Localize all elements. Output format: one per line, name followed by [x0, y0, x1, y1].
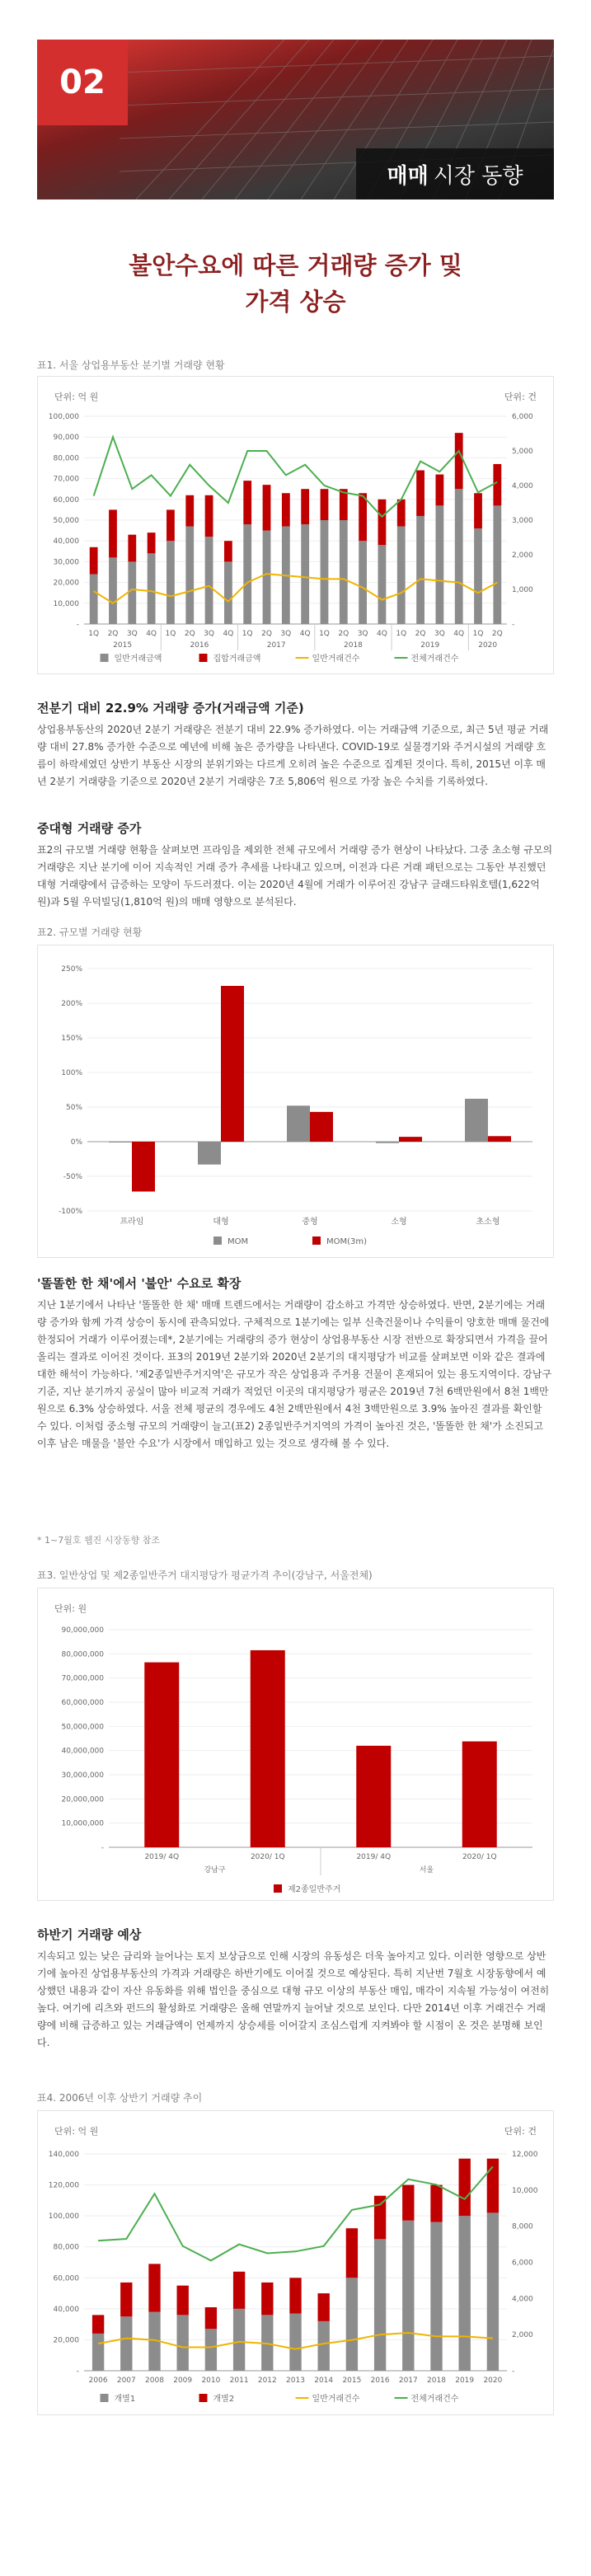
y-tick-label: 10,000,000: [61, 1819, 104, 1828]
x-tick-label: 중형: [302, 1218, 318, 1227]
x-tick-label: 2Q: [184, 630, 195, 638]
bar-segment-primary: [374, 2239, 386, 2371]
left-tick-label: 80,000: [53, 2243, 79, 2252]
section2: [37, 819, 554, 911]
x-tick-label: 2Q: [107, 630, 119, 638]
bar: [144, 1663, 179, 1847]
x-tick-label: 4Q: [299, 630, 311, 638]
left-tick-label: 40,000: [53, 537, 79, 547]
year-label: 2018: [344, 641, 363, 650]
legend-swatch: [199, 654, 208, 662]
year-label: 2016: [190, 641, 209, 650]
x-tick-label: 2019: [455, 2377, 475, 2385]
bar-segment-primary: [435, 505, 443, 624]
bar-segment-primary: [318, 2321, 330, 2371]
left-tick-label: -: [76, 621, 79, 629]
left-tick-label: 120,000: [48, 2181, 79, 2190]
x-tick-label: 프라임: [120, 1218, 144, 1227]
left-tick-label: 80,000: [53, 454, 79, 463]
bar-segment-secondary: [459, 2159, 471, 2217]
bar-segment-primary: [397, 527, 406, 624]
right-tick-label: 2,000: [512, 551, 533, 560]
y-tick-label: -50%: [63, 1173, 82, 1181]
right-tick-label: 10,000: [512, 2186, 538, 2195]
right-tick-label: 4,000: [512, 2295, 533, 2304]
fig1-svg: [38, 377, 553, 673]
legend-swatch: [101, 654, 109, 662]
left-axis-unit: 단위: 억 원: [54, 392, 99, 402]
bar-segment-secondary: [128, 535, 136, 562]
bar-segment-secondary: [120, 2283, 132, 2316]
legend-swatch: [274, 1884, 282, 1893]
left-tick-label: 60,000: [53, 2274, 79, 2283]
bar-segment-secondary: [233, 2272, 245, 2309]
bar: [462, 1742, 497, 1847]
bar-segment-secondary: [224, 541, 232, 561]
section-title: [356, 148, 554, 199]
bar-segment-secondary: [90, 547, 98, 575]
legend-swatch: [213, 1236, 222, 1245]
right-tick-label: -: [512, 621, 515, 629]
bar-segment-secondary: [416, 471, 424, 516]
x-tick-label: 1Q: [242, 630, 253, 638]
fig1-label: 표1. 서울 상업용부동산 분기별 거래량 현황: [37, 359, 225, 371]
y-tick-label: 50%: [65, 1104, 82, 1112]
section4-body: 지속되고 있는 낮은 금리와 늘어나는 토지 보상금으로 인해 시장의 유동성은 더욱 높아지고 있다. 이러한 영향으로 상반기에 높아진 상업용부동산의 가격과 거래량은 하반기에도 이어질 것으로 예상된다. 특히 지난번 7월호 시장동향에서 예상했던 내용과 같이 자산 유동화를 위해 법인을 중심으로 대형 규모 이상의 부동산 매입, 매각이 지속될 가능성이 여전히 높다. 여기에 리츠와 펀드의 활성화로 거래량은 올해 연말까지 늘어날 것으로 보인다. 다만 2014년 이후 거래건수 거래량에 비해 급증하고 있는 거래금액이 언제까지 상승세를 이어갈지 조심스럽게 지켜봐야 할 시점이 온 것은 분명해 보인다.: [37, 1950, 550, 2048]
x-tick-label: 4Q: [377, 630, 387, 638]
legend-entry: 제2종일반주거: [288, 1885, 341, 1894]
legend-entry: 일반거래건수: [312, 655, 360, 664]
x-tick-label: 1Q: [396, 630, 407, 638]
x-tick-label: 2008: [145, 2377, 164, 2385]
year-label: 2015: [113, 641, 133, 650]
legend-entry: 일반거래건수: [312, 2395, 360, 2404]
x-tick-label: 3Q: [204, 630, 214, 638]
page-title: [0, 247, 591, 320]
legend-entry: 집합거래금액: [213, 655, 261, 664]
right-tick-label: 6,000: [512, 2259, 533, 2268]
left-tick-label: 70,000: [53, 475, 79, 484]
bar-segment-secondary: [205, 2307, 217, 2329]
bar: [251, 1650, 285, 1847]
y-tick-label: -: [101, 1844, 104, 1852]
bar-segment-primary: [321, 520, 329, 624]
bar-segment-primary: [177, 2315, 189, 2371]
bar-segment-primary: [359, 541, 367, 624]
bar-segment-primary: [233, 2309, 245, 2371]
x-tick-label: 4Q: [223, 630, 234, 638]
x-tick-label: 3Q: [357, 630, 368, 638]
fig4-label: 표4. 2006년 이후 상반기 거래량 추이: [37, 2092, 203, 2104]
legend-entry: 개별1: [114, 2395, 136, 2404]
bar-mom: [465, 1099, 488, 1142]
page-title-line2: 가격 상승: [245, 288, 346, 316]
bar-segment-secondary: [92, 2315, 104, 2334]
left-tick-label: 20,000: [53, 2336, 79, 2345]
x-tick-label: 소형: [391, 1218, 407, 1227]
x-tick-label: 4Q: [146, 630, 157, 638]
bar-segment-secondary: [167, 509, 175, 541]
section4-heading: 하반기 거래량 예상: [37, 1927, 142, 1942]
x-tick-label: 2019/ 4Q: [356, 1853, 392, 1861]
bar-segment-secondary: [261, 2283, 273, 2315]
right-axis-unit: 단위: 건: [504, 2126, 537, 2137]
y-tick-label: 200%: [61, 1000, 82, 1008]
x-tick-label: 2Q: [338, 630, 349, 638]
right-tick-label: 6,000: [512, 413, 533, 421]
bar-segment-secondary: [148, 2264, 160, 2311]
bar-mom: [287, 1105, 310, 1142]
year-label: 2017: [266, 641, 286, 650]
y-tick-label: 50,000,000: [61, 1723, 104, 1732]
bar-segment-primary: [430, 2222, 442, 2371]
fig4-chart: [37, 2110, 554, 2415]
x-tick-label: 2020/ 1Q: [250, 1853, 285, 1861]
bar-segment-primary: [90, 575, 98, 624]
section3-body: 지난 1분기에서 나타난 '똘똘한 한 채' 매매 트렌드에서는 거래량이 감소하고 가격만 상승하였다. 반면, 2분기에는 거래량 증가와 함께 가격 상승이 동시에 관측되었다. 구체적으로 1분기에는 일부 신축건물이나 수익률이 양호한 매매 물건에 한정되어 거래가 이루어졌는데*, 2분기에는 거래량의 증가 현상이 상업용부동산 시장 전반으로 확장되면서 가격을 끌어올리는 결과로 이어진 것이다. 표3의 2019년 2분기와 2020년 2분기의 대지평당가 비교를 살펴보면 이와 같은 결과에 대한 해석이 가능하다. '제2종일반주거지역'은 규모가 작은 상업용과 주거용 건물이 혼재되어 있는 용도지역이다. 강남구 기준, 지난 분기까지 공실이 많아 비교적 거래가 적었던 이곳의 대지평당가 평균은 2019년 7천 6백만원에서 8천 1백만원으로 6.3% 상승하였다. 서울 전체 평균의 경우에도 4천 2백만원에서 4천 3백만원으로 3.9% 높아진 결과를 확인할 수 있다. 이처럼 중소형 규모의 거래량이 늘고(표2) 2종일반주거지역의 가격이 높아진 것은, '똘똘한 한 채'가 소진되고 이후 남은 매물을 '불안 수요'가 시장에서 매입하고 있는 것으로 생각해 볼 수 있다.: [37, 1299, 552, 1449]
section2-heading: 중대형 거래량 증가: [37, 821, 142, 836]
legend-entry: 전체거래건수: [410, 2395, 459, 2404]
y-tick-label: 30,000,000: [61, 1771, 104, 1780]
bar-mom: [198, 1142, 221, 1165]
bar-segment-secondary: [185, 495, 194, 527]
fig2-chart: [37, 945, 554, 1258]
y-tick-label: 40,000,000: [61, 1747, 104, 1756]
y-axis-unit: 단위: 원: [54, 1603, 87, 1614]
right-tick-label: 8,000: [512, 2222, 533, 2231]
x-tick-label: 3Q: [280, 630, 292, 638]
x-tick-label: 3Q: [434, 630, 445, 638]
legend-entry: 일반거래금액: [114, 655, 162, 664]
legend-entry: MOM: [227, 1237, 249, 1246]
bar-segment-primary: [120, 2316, 132, 2371]
bar-mom-3m: [399, 1137, 422, 1142]
bar-segment-primary: [416, 516, 424, 624]
section2-body: 표2의 규모별 거래량 현황을 살펴보면 프라임을 제외한 전체 규모에서 거래량 증가 현상이 나타났다. 그중 초소형 규모의 거래량은 지난 분기에 이어 지속적인 거래 증가 추세를 나타내고 있으며, 이전과 다른 거래 패턴으로는 그동안 부진했던 대형 거래량에서 급증하는 모양이 두드러졌다. 이는 2020년 4월에 거래가 이루어진 강남구 글래드타워호텔(1,622억 원)과 5월 우덕빌딩(1,810억 원)의 매매 영향으로 분석된다.: [37, 844, 553, 908]
left-tick-label: 10,000: [53, 599, 79, 608]
bar-segment-primary: [109, 557, 117, 624]
bar-segment-secondary: [318, 2293, 330, 2321]
bar-segment-primary: [455, 489, 463, 624]
x-tick-label: 2006: [88, 2377, 108, 2385]
section-title-bold: 매매: [387, 163, 429, 189]
section1: [37, 699, 554, 791]
bar-segment-secondary: [243, 481, 251, 524]
year-label: 2020: [478, 641, 498, 650]
fig3-label: 표3. 일반상업 및 제2종일반주거 대지평당가 평균가격 추이(강남구, 서울전체): [37, 1570, 373, 1581]
y-tick-label: 150%: [61, 1035, 82, 1043]
bar-mom-3m: [132, 1142, 155, 1191]
left-tick-label: 40,000: [53, 2305, 79, 2314]
x-tick-label: 2011: [229, 2377, 249, 2385]
x-tick-label: 1Q: [88, 630, 100, 638]
left-tick-label: 100,000: [48, 2212, 79, 2222]
bar-mom: [376, 1142, 399, 1143]
bar-segment-primary: [263, 531, 271, 624]
x-tick-label: 2020/ 1Q: [462, 1853, 497, 1861]
x-tick-label: 초소형: [476, 1218, 500, 1227]
bar-segment-primary: [185, 527, 194, 624]
bar-segment-secondary: [205, 495, 213, 537]
y-tick-label: 60,000,000: [61, 1699, 104, 1707]
right-axis-unit: 단위: 건: [504, 392, 537, 402]
bar-mom-3m: [488, 1136, 511, 1142]
right-tick-label: 12,000: [512, 2151, 538, 2159]
left-tick-label: -: [76, 2367, 79, 2376]
bar-segment-secondary: [301, 489, 309, 524]
right-tick-label: -: [512, 2367, 515, 2376]
x-tick-label: 2007: [116, 2377, 136, 2385]
bar-segment-primary: [487, 2212, 499, 2371]
x-tick-label: 2015: [342, 2377, 362, 2385]
page-title-line1: 불안수요에 따른 거래량 증가 및: [129, 251, 462, 279]
bar-segment-secondary: [359, 493, 367, 541]
legend-swatch: [101, 2394, 109, 2402]
bar-segment-secondary: [435, 475, 443, 506]
bar-segment-secondary: [474, 493, 482, 528]
legend-entry: 전체거래건수: [410, 655, 459, 664]
x-tick-label: 2009: [173, 2377, 193, 2385]
bar-segment-primary: [459, 2216, 471, 2371]
hero-banner: [37, 40, 554, 199]
bar-segment-secondary: [455, 433, 463, 489]
left-tick-label: 30,000: [53, 558, 79, 567]
fig4-svg: [38, 2111, 553, 2414]
x-tick-label: 2Q: [415, 630, 426, 638]
bar-segment-secondary: [109, 509, 117, 557]
x-tick-label: 대형: [213, 1218, 229, 1227]
x-tick-label: 2010: [201, 2377, 221, 2385]
bar-segment-primary: [493, 505, 501, 624]
x-tick-label: 2017: [398, 2377, 418, 2385]
left-tick-label: 90,000: [53, 434, 79, 443]
bar-segment-secondary: [321, 489, 329, 520]
bar-mom-3m: [221, 986, 244, 1142]
bar-segment-primary: [205, 537, 213, 624]
fig1-chart: [37, 376, 554, 674]
group-label: 강남구: [204, 1866, 226, 1875]
bar-segment-secondary: [148, 533, 156, 553]
x-tick-label: 2Q: [491, 630, 503, 638]
bar-segment-primary: [289, 2313, 301, 2371]
section4: [37, 1926, 554, 2052]
y-tick-label: 20,000,000: [61, 1795, 104, 1804]
section-title-rest: 시장 동향: [433, 163, 523, 189]
x-tick-label: 1Q: [165, 630, 176, 638]
bar-segment-secondary: [289, 2278, 301, 2313]
x-tick-label: 4Q: [453, 630, 465, 638]
bar-segment-primary: [243, 524, 251, 624]
x-tick-label: 2012: [257, 2377, 277, 2385]
right-tick-label: 3,000: [512, 517, 533, 525]
x-tick-label: 2013: [286, 2377, 305, 2385]
section1-body: 상업용부동산의 2020년 2분기 거래량은 전분기 대비 22.9% 증가하였다. 이는 거래금액 기준으로, 최근 5년 평균 거래량 대비 27.8% 증가한 수준으로 예년에 비해 높은 증가량을 나타낸다. COVID-19로 실물경기와 주거시설의 거래량 흐름이 하락세였던 상반기 부동산 시장의 분위기와는 다르게 오히려 높은 수준으로 집계된 것이다. 특히, 2015년 이후 매년 2분기 거래량을 기준으로 2020년 2분기 거래량은 7조 5,806억 원으로 가장 높은 수치를 기록하였다.: [37, 724, 549, 787]
section3-heading: '똘똘한 한 채'에서 '불안' 수요로 확장: [37, 1276, 242, 1291]
fig3-chart: [37, 1588, 554, 1901]
bar-segment-primary: [128, 561, 136, 624]
x-tick-label: 2014: [314, 2377, 334, 2385]
y-tick-label: 0%: [70, 1138, 82, 1147]
section3: [37, 1274, 554, 1452]
bar-segment-primary: [346, 2278, 358, 2371]
year-label: 2019: [420, 641, 440, 650]
bar-mom: [109, 1142, 132, 1143]
bar-segment-secondary: [397, 500, 406, 527]
bar-segment-primary: [92, 2334, 104, 2371]
x-tick-label: 1Q: [472, 630, 484, 638]
bar-segment-secondary: [346, 2228, 358, 2278]
legend-swatch: [199, 2394, 208, 2402]
left-axis-unit: 단위: 억 원: [54, 2126, 99, 2137]
y-tick-label: 100%: [61, 1069, 82, 1077]
footnote: * 1~7월호 웹진 시장동향 참조: [37, 1535, 160, 1546]
left-tick-label: 60,000: [53, 495, 79, 504]
bar-segment-secondary: [402, 2185, 414, 2221]
right-tick-label: 1,000: [512, 586, 533, 594]
bar-segment-secondary: [378, 500, 387, 545]
x-tick-label: 3Q: [126, 630, 138, 638]
y-tick-label: 70,000,000: [61, 1674, 104, 1683]
y-tick-label: 90,000,000: [61, 1626, 104, 1635]
bar-segment-primary: [224, 561, 232, 624]
x-tick-label: 2018: [427, 2377, 446, 2385]
fig2-label: 표2. 규모별 거래량 현황: [37, 927, 143, 938]
y-tick-label: 250%: [61, 965, 82, 974]
x-tick-label: 2Q: [261, 630, 272, 638]
legend-entry: MOM(3m): [326, 1237, 368, 1246]
bar-segment-primary: [340, 520, 348, 624]
x-tick-label: 2020: [483, 2377, 503, 2385]
bar-segment-secondary: [177, 2286, 189, 2316]
section-number: 02: [37, 40, 128, 125]
left-tick-label: 140,000: [48, 2151, 79, 2159]
bar-segment-primary: [148, 553, 156, 624]
bar-segment-secondary: [282, 493, 290, 526]
group-label: 서울: [419, 1866, 434, 1875]
bar-segment-primary: [474, 528, 482, 624]
right-tick-label: 4,000: [512, 482, 533, 490]
left-tick-label: 100,000: [48, 413, 79, 421]
left-tick-label: 20,000: [53, 579, 79, 588]
bar-segment-primary: [205, 2329, 217, 2371]
bar-mom-3m: [310, 1112, 333, 1142]
bar-segment-secondary: [493, 464, 501, 505]
y-tick-label: 80,000,000: [61, 1650, 104, 1659]
bar-segment-primary: [378, 545, 387, 624]
bar-segment-primary: [167, 541, 175, 624]
bar-segment-primary: [402, 2221, 414, 2371]
legend-swatch: [312, 1236, 321, 1245]
bar-segment-secondary: [263, 485, 271, 530]
right-tick-label: 2,000: [512, 2331, 533, 2340]
bar-segment-secondary: [374, 2196, 386, 2240]
bar: [356, 1746, 391, 1847]
fig3-svg: [38, 1588, 553, 1900]
right-tick-label: 5,000: [512, 448, 533, 456]
x-tick-label: 1Q: [319, 630, 330, 638]
section1-heading: 전분기 대비 22.9% 거래량 증가(거래금액 기준): [37, 701, 304, 716]
bar-segment-secondary: [430, 2185, 442, 2222]
legend-entry: 개별2: [213, 2395, 235, 2404]
x-tick-label: 2016: [370, 2377, 390, 2385]
y-tick-label: -100%: [59, 1208, 82, 1216]
x-tick-label: 2019/ 4Q: [144, 1853, 180, 1861]
left-tick-label: 50,000: [53, 517, 79, 525]
fig2-svg: [38, 945, 553, 1257]
bar-segment-primary: [301, 524, 309, 624]
